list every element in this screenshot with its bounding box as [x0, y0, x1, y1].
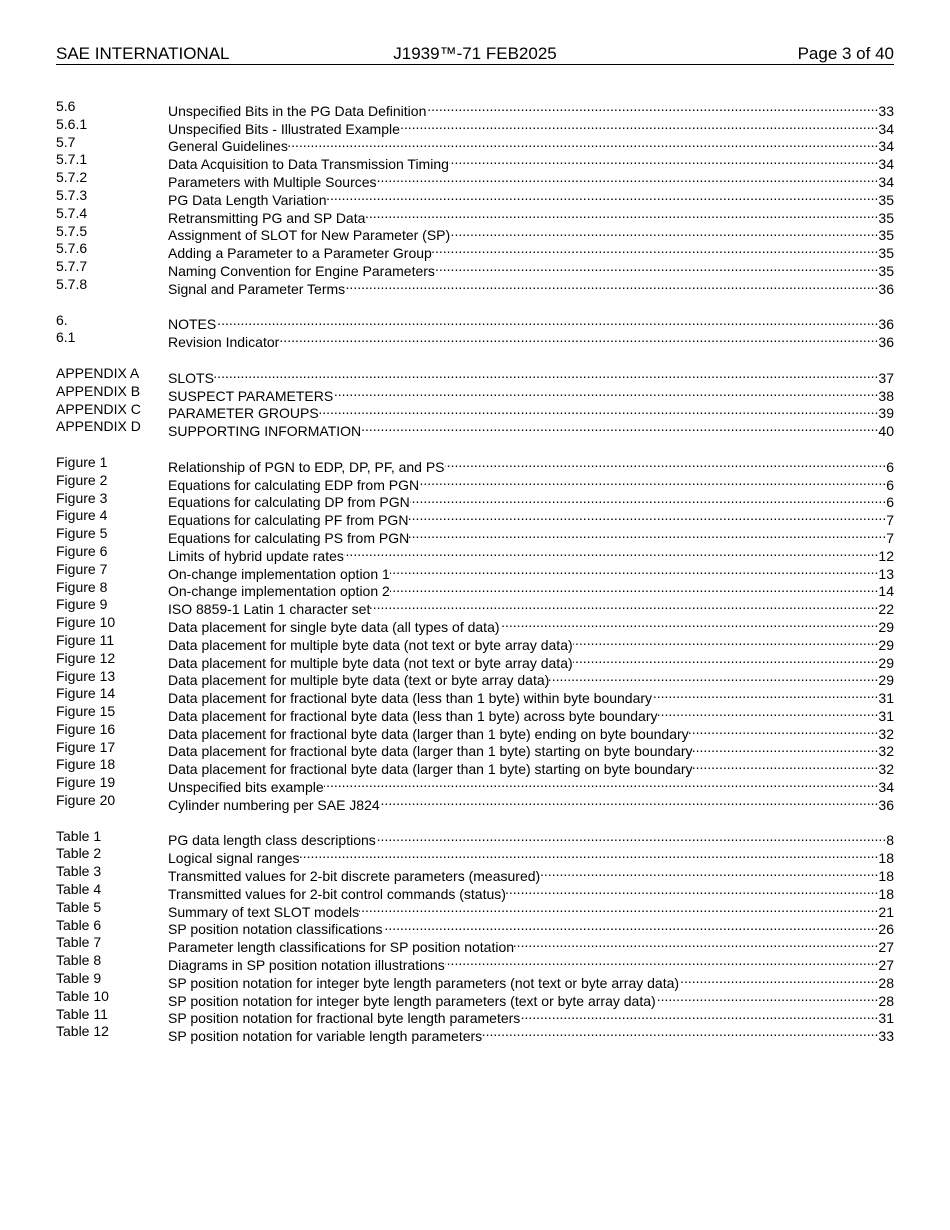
- toc-entry[interactable]: [56, 186, 894, 208]
- toc-entry-line: [168, 1023, 894, 1046]
- toc-entry-page: 35: [878, 262, 894, 279]
- toc-entry-title[interactable]: SP position notation for integer byte length parameters (text or byte array data): [168, 992, 656, 1009]
- toc-entry-number: Table 11: [56, 1005, 108, 1022]
- toc-dot-leader: [445, 454, 887, 472]
- toc-entry[interactable]: [56, 1005, 894, 1027]
- toc-entry-title[interactable]: Signal and Parameter Terms: [168, 280, 346, 297]
- toc-entry[interactable]: [56, 667, 894, 689]
- toc-entry[interactable]: [56, 987, 894, 1009]
- toc-entry[interactable]: [56, 970, 894, 991]
- toc-entry[interactable]: [56, 525, 894, 546]
- toc-entry-number: Figure 3: [56, 489, 108, 506]
- toc-entry-line: [168, 329, 894, 352]
- toc-entry-title[interactable]: Data placement for fractional byte data (larger than 1 byte) starting on byte boundary: [168, 743, 693, 760]
- toc-entry-title[interactable]: Transmitted values for 2-bit control commands (status): [168, 885, 506, 902]
- toc-entry[interactable]: [56, 845, 894, 867]
- toc-entry-title[interactable]: Data Acquisition to Data Transmission Timing: [168, 156, 449, 173]
- toc-entry-title[interactable]: Transmitted values for 2-bit discrete parameters (measured): [168, 868, 541, 885]
- toc-entry-page: 29: [878, 636, 894, 653]
- toc-entry-page: 33: [878, 102, 894, 119]
- toc-entry-title[interactable]: General Guidelines: [168, 138, 288, 155]
- toc-entry-page: 36: [878, 334, 894, 351]
- toc-entry-number: 5.7: [56, 133, 76, 150]
- toc-entry-number: Figure 11: [56, 631, 115, 648]
- toc-entry[interactable]: [56, 542, 894, 564]
- toc-entry-number: 5.6: [56, 98, 76, 114]
- toc-entry[interactable]: [56, 275, 894, 297]
- toc-entry[interactable]: [56, 471, 894, 493]
- toc-entry-page: 18: [878, 868, 894, 885]
- toc-entry[interactable]: [56, 311, 894, 333]
- toc-entry[interactable]: [56, 418, 894, 440]
- toc-entry[interactable]: [56, 631, 894, 653]
- table-of-contents: [56, 98, 894, 1059]
- toc-entry-number: APPENDIX A: [56, 364, 140, 381]
- toc-entry-page: 35: [878, 209, 894, 226]
- toc-entry-number: Figure 17: [56, 738, 116, 755]
- toc-entry-number: 5.7.5: [56, 222, 88, 239]
- toc-entry-page: 34: [878, 779, 894, 796]
- header-document-id: J1939™-71 FEB2025: [393, 44, 557, 63]
- toc-entry-title[interactable]: Unspecified bits example: [168, 779, 324, 796]
- toc-entry-title[interactable]: SP position notation for fractional byte length parameters: [168, 1010, 521, 1027]
- toc-entry[interactable]: [56, 258, 894, 279]
- toc-dot-leader: [679, 970, 878, 988]
- toc-entry-page: 18: [878, 850, 894, 867]
- toc-entry-page: 31: [878, 707, 894, 724]
- toc-entry-page: 35: [878, 191, 894, 208]
- toc-entry-page: 39: [878, 405, 894, 422]
- toc-dot-leader: [540, 863, 878, 881]
- toc-entry-page: 6: [886, 458, 894, 475]
- toc-entry-page: 29: [878, 672, 894, 689]
- toc-entry-page: 6: [886, 476, 894, 493]
- toc-entry-page: 32: [878, 761, 894, 778]
- toc-entry-page: 35: [878, 245, 894, 262]
- toc-entry-title[interactable]: NOTES: [168, 316, 217, 333]
- toc-entry-number: Table 3: [56, 863, 102, 880]
- toc-entry-title[interactable]: On-change implementation option 1: [168, 565, 390, 582]
- toc-entry-page: 31: [878, 690, 894, 707]
- toc-entry-page: 36: [878, 796, 894, 813]
- toc-entry-number: Figure 13: [56, 667, 116, 684]
- toc-entry-number: Table 2: [56, 845, 102, 862]
- toc-dot-leader: [658, 703, 879, 721]
- toc-entry-number: 5.7.1: [56, 151, 88, 168]
- toc-entry-number: APPENDIX C: [56, 400, 141, 417]
- header-organization: SAE INTERNATIONAL: [56, 44, 230, 63]
- toc-entry-title[interactable]: ISO 8859-1 Latin 1 character set: [168, 601, 371, 618]
- toc-entry-page: 13: [878, 565, 894, 582]
- toc-entry-title[interactable]: SUPPORTING INFORMATION: [168, 423, 362, 440]
- toc-entry-title[interactable]: Summary of text SLOT models: [168, 903, 360, 920]
- toc-entry-number: Figure 14: [56, 685, 116, 702]
- toc-dot-leader: [656, 988, 879, 1006]
- toc-dot-leader: [652, 685, 878, 703]
- toc-dot-leader: [377, 169, 879, 187]
- toc-entry[interactable]: [56, 792, 894, 813]
- toc-section: [56, 364, 894, 440]
- toc-entry-page: 7: [886, 529, 894, 546]
- toc-entry-title[interactable]: Relationship of PGN to EDP, DP, PF, and PS: [168, 458, 445, 475]
- toc-entry[interactable]: [56, 596, 894, 618]
- toc-entry-title[interactable]: Cylinder numbering per SAE J824: [168, 796, 380, 813]
- toc-entry[interactable]: [56, 489, 894, 511]
- toc-dot-leader: [450, 223, 878, 241]
- toc-entry[interactable]: [56, 774, 894, 796]
- toc-entry[interactable]: [56, 98, 894, 119]
- toc-dot-leader: [482, 1023, 878, 1041]
- toc-dot-leader: [410, 490, 886, 508]
- toc-entry-page: 32: [878, 725, 894, 742]
- toc-dot-leader: [376, 828, 886, 846]
- toc-entry-number: Figure 1: [56, 453, 108, 470]
- toc-entry[interactable]: [56, 649, 894, 671]
- toc-dot-leader: [693, 756, 879, 774]
- toc-entry-title[interactable]: Naming Convention for Engine Parameters: [168, 262, 435, 279]
- toc-entry-title[interactable]: SLOTS: [168, 369, 214, 386]
- toc-entry-page: 32: [878, 743, 894, 760]
- toc-dot-leader: [370, 596, 878, 614]
- toc-entry-title[interactable]: Unspecified Bits in the PG Data Definition: [168, 102, 427, 119]
- toc-entry-number: Table 8: [56, 952, 102, 969]
- toc-entry-title[interactable]: Equations for calculating PF from PGN: [168, 512, 409, 529]
- toc-entry-page: 34: [878, 120, 894, 137]
- toc-entry-number: Table 1: [56, 827, 102, 844]
- toc-entry[interactable]: [56, 560, 894, 582]
- toc-entry-title[interactable]: Logical signal ranges: [168, 850, 300, 867]
- toc-entry-line: [168, 792, 894, 815]
- toc-entry[interactable]: [56, 1023, 894, 1045]
- toc-entry[interactable]: [56, 738, 894, 760]
- toc-dot-leader: [324, 774, 879, 792]
- toc-entry[interactable]: [56, 881, 894, 902]
- toc-dot-leader: [380, 792, 879, 810]
- toc-entry-title[interactable]: Data placement for fractional byte data (larger than 1 byte) ending on byte boundary: [168, 725, 689, 742]
- toc-dot-leader: [333, 383, 878, 401]
- toc-entry[interactable]: [56, 720, 894, 742]
- toc-entry-page: 6: [886, 494, 894, 511]
- toc-entry[interactable]: [56, 756, 894, 778]
- toc-entry[interactable]: [56, 364, 894, 386]
- toc-dot-leader: [435, 258, 879, 276]
- toc-entry[interactable]: [56, 115, 894, 137]
- toc-dot-leader: [319, 401, 879, 419]
- toc-dot-leader: [693, 739, 879, 757]
- toc-entry-page: 33: [878, 1028, 894, 1045]
- toc-entry-number: Table 5: [56, 898, 102, 915]
- toc-dot-leader: [359, 899, 878, 917]
- toc-dot-leader: [445, 952, 879, 970]
- toc-entry-page: 18: [878, 885, 894, 902]
- toc-entry[interactable]: [56, 222, 894, 244]
- toc-entry-number: Figure 4: [56, 507, 108, 524]
- toc-entry-number: Figure 20: [56, 792, 116, 809]
- toc-entry[interactable]: [56, 685, 894, 707]
- toc-entry[interactable]: [56, 863, 894, 885]
- toc-entry[interactable]: [56, 151, 894, 173]
- toc-entry-page: 26: [878, 921, 894, 938]
- toc-entry-page: 34: [878, 173, 894, 190]
- toc-dot-leader: [327, 187, 879, 205]
- toc-dot-leader: [408, 507, 886, 525]
- toc-dot-leader: [214, 365, 879, 383]
- toc-dot-leader: [383, 917, 879, 935]
- toc-section: [56, 827, 894, 1045]
- toc-dot-leader: [400, 116, 879, 134]
- toc-entry-page: 21: [878, 903, 894, 920]
- toc-entry-number: 5.7.7: [56, 258, 88, 275]
- toc-entry-title[interactable]: Data placement for fractional byte data (larger than 1 byte) starting on byte boundary: [168, 761, 693, 778]
- toc-entry-number: 5.7.4: [56, 204, 88, 221]
- toc-entry[interactable]: [56, 703, 894, 724]
- toc-dot-leader: [216, 312, 878, 330]
- toc-entry-number: Table 7: [56, 934, 102, 951]
- toc-entry-number: Table 4: [56, 881, 102, 898]
- toc-dot-leader: [390, 561, 879, 579]
- toc-entry-number: Figure 5: [56, 525, 108, 542]
- toc-entry-page: 28: [878, 992, 894, 1009]
- toc-entry[interactable]: [56, 952, 894, 974]
- toc-dot-leader: [288, 134, 879, 152]
- toc-dot-leader: [300, 845, 879, 863]
- toc-entry[interactable]: [56, 507, 894, 529]
- toc-entry-page: 29: [878, 618, 894, 635]
- toc-entry-number: APPENDIX B: [56, 382, 141, 399]
- toc-dot-leader: [426, 98, 878, 116]
- toc-entry[interactable]: [56, 240, 894, 262]
- toc-entry-number: 5.7.3: [56, 186, 88, 203]
- toc-entry-number: 5.7.8: [56, 275, 88, 292]
- toc-dot-leader: [432, 240, 879, 258]
- toc-entry-number: Table 9: [56, 970, 102, 987]
- toc-entry-title[interactable]: Assignment of SLOT for New Parameter (SP): [168, 227, 451, 244]
- toc-entry-page: 12: [878, 547, 894, 564]
- toc-dot-leader: [500, 614, 879, 632]
- toc-entry-page: 40: [878, 423, 894, 440]
- toc-entry-number: 5.7.2: [56, 169, 88, 186]
- toc-entry-title[interactable]: SP position notation for integer byte length parameters (not text or byte array data): [168, 974, 680, 991]
- toc-entry-number: Table 10: [56, 987, 109, 1004]
- toc-entry-title[interactable]: Data placement for multiple byte data (text or byte array data): [168, 672, 550, 689]
- toc-entry-title[interactable]: Equations for calculating PS from PGN: [168, 529, 410, 546]
- toc-entry-title[interactable]: Data placement for single byte data (all types of data): [168, 618, 500, 635]
- toc-entry-title[interactable]: Diagrams in SP position notation illustrations: [168, 957, 445, 974]
- toc-entry-number: Figure 8: [56, 578, 108, 595]
- toc-entry-number: Figure 9: [56, 596, 108, 613]
- toc-dot-leader: [279, 329, 878, 347]
- toc-dot-leader: [361, 418, 878, 436]
- toc-entry-page: 27: [878, 957, 894, 974]
- toc-entry-number: Figure 19: [56, 774, 116, 791]
- toc-entry-page: 29: [878, 654, 894, 671]
- toc-entry-page: 38: [878, 387, 894, 404]
- toc-entry[interactable]: [56, 382, 894, 404]
- toc-section: [56, 98, 894, 297]
- toc-entry-line: [168, 276, 894, 299]
- toc-entry-title[interactable]: Revision Indicator: [168, 334, 280, 351]
- toc-entry-title[interactable]: On-change implementation option 2: [168, 583, 390, 600]
- toc-entry-number: Figure 6: [56, 542, 108, 559]
- toc-entry[interactable]: [56, 400, 894, 422]
- toc-entry-title[interactable]: Retransmitting PG and SP Data: [168, 209, 366, 226]
- toc-entry-number: Figure 15: [56, 703, 116, 720]
- toc-entry-title[interactable]: Unspecified Bits - Illustrated Example: [168, 120, 400, 137]
- toc-entry[interactable]: [56, 453, 894, 475]
- toc-entry-page: 31: [878, 1010, 894, 1027]
- toc-entry-title[interactable]: Data placement for multiple byte data (not text or byte array data): [168, 636, 573, 653]
- toc-dot-leader: [689, 721, 879, 739]
- toc-dot-leader: [419, 472, 886, 490]
- toc-dot-leader: [573, 650, 879, 668]
- toc-entry-number: APPENDIX D: [56, 418, 141, 435]
- toc-entry-title[interactable]: SP position notation for variable length parameters: [168, 1028, 483, 1045]
- toc-entry[interactable]: [56, 827, 894, 849]
- toc-entry-page: 7: [886, 512, 894, 529]
- toc-entry[interactable]: [56, 169, 894, 190]
- toc-entry-number: Figure 2: [56, 471, 108, 488]
- toc-entry-number: Table 6: [56, 916, 102, 933]
- toc-entry[interactable]: [56, 204, 894, 226]
- toc-entry-line: [168, 418, 894, 441]
- toc-dot-leader: [514, 934, 878, 952]
- toc-dot-leader: [409, 525, 886, 543]
- header-page-number: Page 3 of 40: [797, 44, 894, 63]
- toc-entry[interactable]: [56, 329, 894, 351]
- toc-entry-number: Table 12: [56, 1023, 109, 1040]
- toc-entry-title[interactable]: Equations for calculating EDP from PGN: [168, 476, 420, 493]
- toc-section: [56, 453, 894, 813]
- toc-entry-title[interactable]: SP position notation classifications: [168, 921, 383, 938]
- toc-entry-title[interactable]: Adding a Parameter to a Parameter Group: [168, 245, 432, 262]
- toc-entry-title[interactable]: Parameters with Multiple Sources: [168, 173, 377, 190]
- toc-entry-title[interactable]: Data placement for fractional byte data (less than 1 byte) within byte boundary: [168, 690, 653, 707]
- toc-entry-page: 36: [878, 280, 894, 297]
- toc-entry[interactable]: [56, 916, 894, 938]
- toc-entry-page: 34: [878, 138, 894, 155]
- toc-dot-leader: [549, 668, 878, 686]
- toc-entry-title[interactable]: Equations for calculating DP from PGN: [168, 494, 410, 511]
- toc-entry[interactable]: [56, 934, 894, 956]
- toc-entry-number: 6.: [56, 311, 68, 328]
- toc-dot-leader: [449, 151, 879, 169]
- toc-entry-number: Figure 18: [56, 756, 116, 773]
- toc-entry-number: Figure 16: [56, 720, 116, 737]
- toc-entry[interactable]: [56, 898, 894, 920]
- toc-entry-number: 6.1: [56, 329, 76, 346]
- toc-entry-page: 35: [878, 227, 894, 244]
- toc-entry[interactable]: [56, 578, 894, 600]
- toc-dot-leader: [345, 276, 878, 294]
- toc-section: [56, 311, 894, 351]
- toc-entry-page: 37: [878, 369, 894, 386]
- toc-entry-page: 8: [886, 832, 894, 849]
- toc-entry-page: 28: [878, 974, 894, 991]
- toc-dot-leader: [390, 579, 879, 597]
- toc-entry-page: 34: [878, 156, 894, 173]
- toc-entry-title[interactable]: PARAMETER GROUPS: [168, 405, 319, 422]
- toc-dot-leader: [365, 205, 878, 223]
- toc-dot-leader: [573, 632, 879, 650]
- toc-entry-title[interactable]: Parameter length classifications for SP position notation: [168, 939, 515, 956]
- toc-dot-leader: [520, 1006, 878, 1024]
- toc-entry-number: 5.6.1: [56, 115, 88, 132]
- toc-entry-title[interactable]: SUSPECT PARAMETERS: [168, 387, 334, 404]
- toc-dot-leader: [506, 881, 878, 899]
- toc-entry-title[interactable]: Data placement for multiple byte data (not text or byte array data): [168, 654, 573, 671]
- toc-entry-number: Figure 12: [56, 649, 116, 666]
- page-header: [56, 44, 894, 65]
- toc-entry-title[interactable]: PG Data Length Variation: [168, 191, 327, 208]
- toc-entry-number: Figure 7: [56, 560, 108, 577]
- toc-entry-page: 14: [878, 583, 894, 600]
- toc-entry[interactable]: [56, 614, 894, 635]
- toc-entry-page: 22: [878, 601, 894, 618]
- toc-entry-number: 5.7.6: [56, 240, 88, 257]
- toc-entry-title[interactable]: Data placement for fractional byte data (less than 1 byte) across byte boundary: [168, 707, 658, 724]
- toc-entry-page: 36: [878, 316, 894, 333]
- toc-entry[interactable]: [56, 133, 894, 155]
- toc-entry-page: 27: [878, 939, 894, 956]
- toc-entry-title[interactable]: PG data length class descriptions: [168, 832, 376, 849]
- toc-entry-number: Figure 10: [56, 614, 116, 631]
- toc-entry-title[interactable]: Limits of hybrid update rates: [168, 547, 344, 564]
- toc-dot-leader: [344, 543, 879, 561]
